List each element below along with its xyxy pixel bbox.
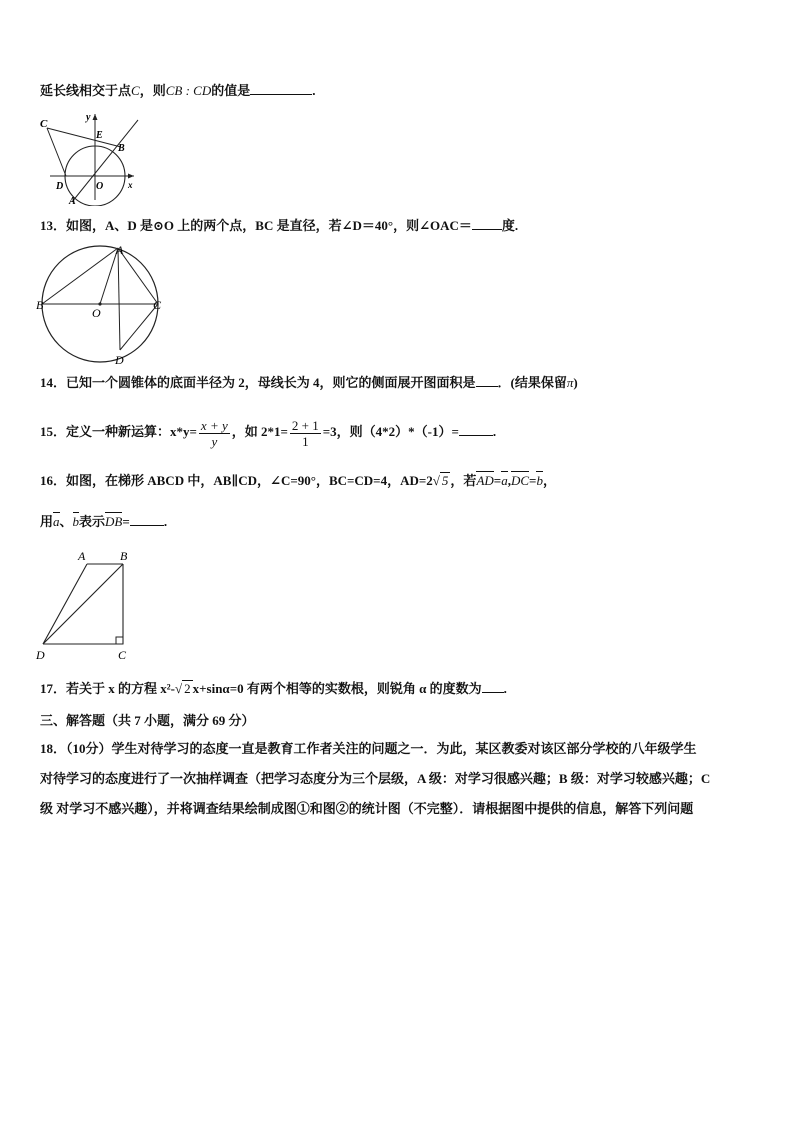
fig16-label-d: D [36,648,45,662]
q16-sqrt: √ 5 [432,473,449,488]
q16-line2-sep: 、 [59,514,73,529]
fig13-label-c: C [153,298,162,312]
q12-line [40,82,315,100]
q16-vec-dc: DC [510,473,530,488]
q12-text-a: 延长线相交于点 [40,83,132,98]
q16-line2-b: 表示 [79,514,106,529]
q12-text-c: 的值是 [211,83,251,98]
q14-end: ．(结果保留 [497,375,567,390]
q16-vec-db: DB [105,514,123,529]
q15-fraction-2 [290,418,321,449]
q15-text-c: =3，则（4*2）*（-1）= [322,424,459,439]
q16-vec-ad: AD [476,473,494,488]
q14-answer-blank[interactable] [476,374,498,387]
section-3-title: 三、解答题（共 7 小题，满分 69 分） [40,713,255,728]
q15-answer-blank[interactable] [459,423,493,436]
q12-ratio: CB : CD [165,83,212,98]
q16-eq1: = [493,473,502,488]
q17-text-a: 17．若关于 x 的方程 x²- [40,681,175,696]
fig12-label-x: x [128,180,133,190]
q16-vec-b: b [536,473,543,488]
q14-text: 14．已知一个圆锥体的底面半径为 2，母线长为 4，则它的侧面展开图面积是 [40,375,476,390]
q17-text-b: x+sinα=0 有两个相等的实数根，则锐角 α 的度数为 [192,681,482,696]
q16-line-1 [40,472,556,490]
fig16-label-b: B [120,549,128,563]
figure-13 [34,240,166,368]
fig13-label-d: D [115,353,124,367]
fig12-label-d: D [56,181,64,192]
q13-line [40,217,518,235]
q16-end: . [163,514,168,529]
q18-line-3: 级 对学习不感兴趣），并将调查结果绘制成图①和图②的统计图（不完整）．请根据图中提供的信息，解答下列问题 [40,801,694,816]
q15-end: . [492,424,497,439]
q16-text-b: ，若 [450,473,477,488]
q17-answer-blank[interactable] [482,680,504,693]
fig12-label-e: E [96,130,103,141]
fig12-label-b: B [118,143,125,154]
q17-end: . [503,681,507,696]
q12-answer-blank[interactable] [250,82,312,95]
q17-sqrt-value: 2 [184,681,191,696]
q15-frac2-den: 1 [302,433,309,449]
q16-comma: , [507,473,511,488]
q13-answer-blank[interactable] [472,217,502,230]
fig13-label-b: B [36,298,44,312]
q15-fraction-1 [199,418,230,449]
fig16-label-a: A [78,549,86,563]
fig16-label-c: C [118,648,127,662]
q12-text-b: ，则 [139,83,166,98]
q14-pi: π [566,375,574,390]
q15-frac2-num: 2 + 1 [291,417,319,433]
q16-line2-a: 用 [40,514,54,529]
q14-close: ) [573,375,578,390]
q16-answer-blank[interactable] [130,513,164,526]
q17-sqrt: √ 2 [174,681,191,696]
q15-line [40,412,496,452]
fig12-label-a: A [69,196,76,206]
q13-end: 度. [501,218,519,233]
q17-line [40,680,507,698]
q16-line2-vec-a: a [53,514,60,529]
q12-point-c: C [131,83,140,98]
q16-sqrt-value: 5 [441,473,449,488]
q18-line-2: 对待学习的态度进行了一次抽样调查（把学习态度分为三个层级，A 级：对学习很感兴趣；B 级：对学习较感兴趣；C [40,771,711,786]
q13-text: 13．如图，A、D 是⊙O 上的两个点，BC 是直径，若∠D＝40°，则∠OAC＝ [40,218,472,233]
figure-16 [32,548,136,664]
q18-line-1: 18．（10分）学生对待学习的态度一直是教育工作者关注的问题之一．为此，某区教委对该区部分学校的八年级学生 [40,741,697,756]
q15-frac1-den: y [211,433,218,449]
q15-text-a: 15．定义一种新运算：x*y= [40,424,197,439]
fig12-label-c: C [40,118,48,130]
fig12-label-y: y [86,112,91,123]
q16-tail: ， [542,473,556,488]
fig12-label-o: O [96,181,104,192]
q12-end: . [312,83,316,98]
q16-eq2: = [529,473,537,488]
q16-vec-a: a [501,473,508,488]
figure-12 [34,108,142,206]
q16-text-a: 16．如图，在梯形 ABCD 中，AB∥CD，∠C=90°，BC=CD=4，AD=2 [40,473,433,488]
q16-line2-vec-b: b [72,514,80,529]
q16-line-2 [40,513,167,531]
fig13-label-a: A [116,243,124,257]
q15-text-b: ，如 2*1= [231,424,288,439]
fig13-label-o: O [92,306,101,320]
q15-frac1-num: x + y [200,417,228,433]
q16-line2-c: = [122,514,130,529]
q14-line [40,374,578,392]
